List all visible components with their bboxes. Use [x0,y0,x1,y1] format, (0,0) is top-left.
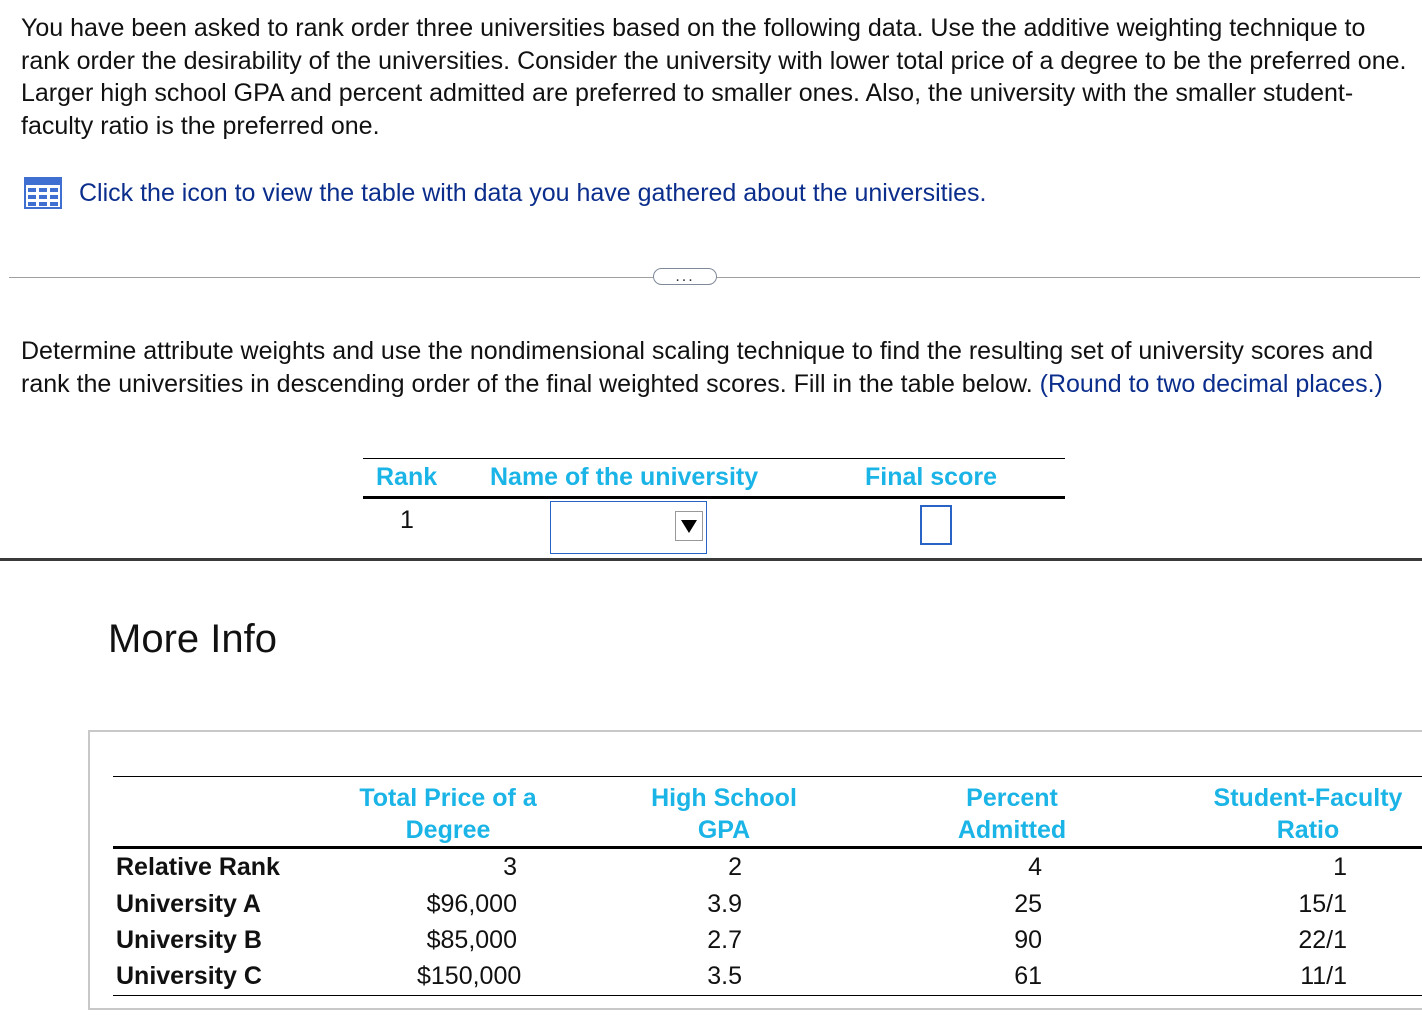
info-table-top-rule [113,776,1422,777]
intro-paragraph: You have been asked to rank order three universities based on the following data. Use the additive weighting technique to rank order the desirability of the universities. Consider the university with lower total price of a degree to be the preferred one. Larger high school GPA and percent admitted are preferred to smaller ones. Also, the university with the smaller student-faculty ratio is the preferred one. [21,14,1407,140]
info-cell-price: $150,000 [417,962,522,990]
info-header-admitted: Percent Admitted [957,784,1067,844]
question-paragraph [21,335,1411,400]
question-text: Determine attribute weights and use the nondimensional scaling technique to find the resulting set of university scores and rank the universities in descending order of the final weighted scores. Fill in the table below. [21,337,1374,398]
info-row-label: University C [116,962,262,990]
info-cell-ratio: 1 [1333,853,1347,881]
info-cell-admitted: 61 [1014,962,1042,990]
info-cell-price: $96,000 [426,890,517,918]
info-cell-admitted: 4 [1028,853,1042,881]
answer-table-top-rule [363,458,1065,459]
info-header-ratio: Student-Faculty Ratio [1213,784,1403,844]
info-table-bottom-rule [113,995,1422,996]
answer-table-header-rule [363,496,1065,499]
info-cell-gpa: 3.9 [707,890,742,918]
info-table-header-rule [113,846,1422,849]
view-data-link[interactable] [24,176,986,210]
answer-header-score: Final score [865,463,997,491]
info-cell-gpa: 3.5 [707,962,742,990]
info-cell-ratio: 15/1 [1298,890,1347,918]
info-header-price: Total Price of a Degree [359,784,537,844]
table-icon[interactable] [24,177,62,209]
info-cell-price: 3 [503,853,517,881]
answer-header-rank: Rank [376,463,438,491]
info-cell-gpa: 2.7 [707,926,742,954]
view-data-link-text[interactable]: Click the icon to view the table with data you have gathered about the universities. [79,178,987,207]
university-name-dropdown[interactable] [550,501,707,554]
final-score-input[interactable] [920,505,952,545]
info-cell-admitted: 90 [1014,926,1042,954]
info-cell-gpa: 2 [728,853,742,881]
more-info-panel [88,730,1422,1010]
info-header-gpa: High School GPA [651,784,797,844]
expand-button[interactable]: ... [653,268,717,285]
info-cell-ratio: 11/1 [1300,962,1347,990]
info-cell-price: $85,000 [426,926,517,954]
info-row-label: University B [116,926,262,954]
info-cell-ratio: 22/1 [1298,926,1347,954]
info-row-label: Relative Rank [116,853,280,881]
info-cell-admitted: 25 [1014,890,1042,918]
answer-rank-value: 1 [400,506,414,534]
dropdown-arrow-icon[interactable] [675,511,703,541]
more-info-title: More Info [108,617,277,661]
rounding-note: (Round to two decimal places.) [1039,369,1383,398]
answer-header-name: Name of the university [490,463,759,491]
more-info-separator [0,558,1422,561]
info-row-label: University A [116,890,261,918]
